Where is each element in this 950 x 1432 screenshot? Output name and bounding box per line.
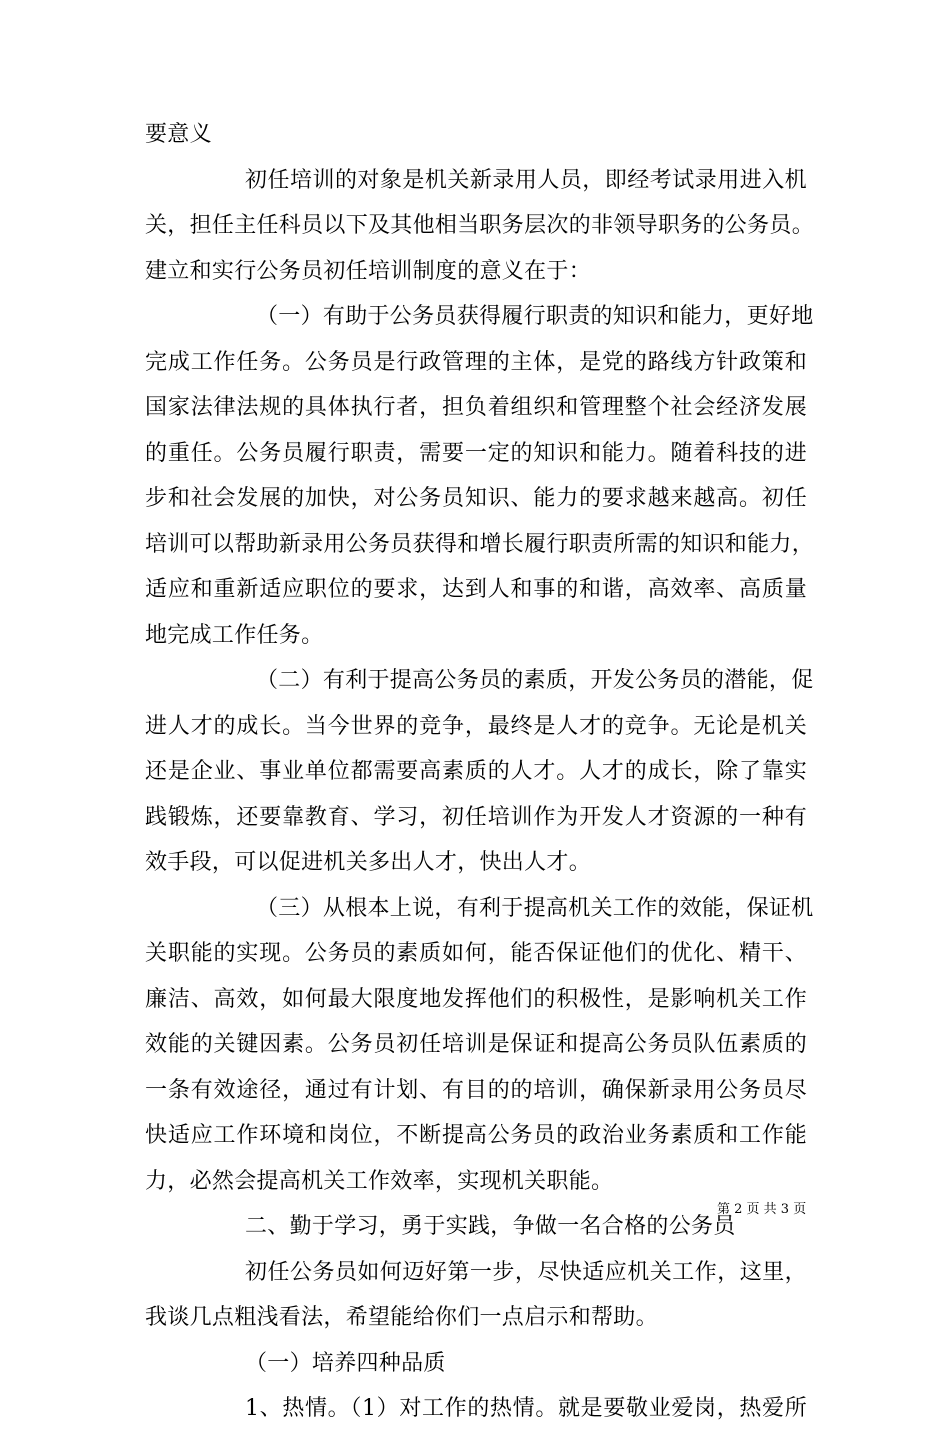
text-line: 快适应工作环境和岗位，不断提高公务员的政治业务素质和工作能 [145,1123,807,1148]
text-line: 还是企业、事业单位都需要高素质的人才。人才的成长，除了靠实 [145,759,807,784]
text-line: （二）有利于提高公务员的素质，开发公务员的潜能，促 [256,668,814,693]
text-line: 国家法律法规的具体执行者，担负着组织和管理整个社会经济发展 [145,395,807,420]
text-line: 二、勤于学习，勇于实践，争做一名合格的公务员 [245,1214,736,1239]
text-line: 关职能的实现。公务员的素质如何，能否保证他们的优化、精干、 [145,941,807,966]
text-line: （一）培养四种品质 [245,1350,446,1376]
text-line: 初任公务员如何迈好第一步，尽快适应机关工作，这里， [245,1259,807,1285]
text-line: 力，必然会提高机关工作效率，实现机关职能。 [145,1168,614,1194]
text-line: 践锻炼，还要靠教育、学习，初任培训作为开发人才资源的一种有 [145,804,807,830]
text-line: 的重任。公务员履行职责，需要一定的知识和能力。随着科技的进 [145,440,807,466]
text-line: 地完成工作任务。 [145,622,324,648]
text-line: （一）有助于公务员获得履行职责的知识和能力，更好地 [256,304,814,329]
text-line: 效能的关键因素。公务员初任培训是保证和提高公务员队伍素质的 [145,1032,807,1057]
text-line: 要意义 [145,122,212,147]
text-line: 廉洁、高效，如何最大限度地发挥他们的积极性，是影响机关工作 [145,986,807,1012]
text-line: 培训可以帮助新录用公务员获得和增长履行职责所需的知识和能力， [145,531,815,557]
text-line: 建立和实行公务员初任培训制度的意义在于： [145,258,592,284]
body-text [145,112,815,1432]
text-line: 1、热情。（1）对工作的热情。就是要敬业爱岗，热爱所 [245,1396,807,1421]
text-line: 关，担任主任科员以下及其他相当职务层次的非领导职务的公务员。 [145,213,815,238]
text-line: 我谈几点粗浅看法，希望能给你们一点启示和帮助。 [145,1305,658,1330]
text-line: 初任培训的对象是机关新录用人员，即经考试录用进入机 [245,167,807,193]
page-number-footer: 第 2 页 共 3 页 [717,1202,807,1217]
text-line: （三）从根本上说，有利于提高机关工作的效能，保证机 [256,895,814,921]
text-line: 完成工作任务。公务员是行政管理的主体，是党的路线方针政策和 [145,349,807,375]
text-line: 适应和重新适应职位的要求，达到人和事的和谐，高效率、高质量 [145,577,807,602]
text-line: 步和社会发展的加快，对公务员知识、能力的要求越来越高。初任 [145,486,807,511]
text-line: 进人才的成长。当今世界的竞争，最终是人才的竞争。无论是机关 [145,713,807,739]
text-line: 一条有效途径，通过有计划、有目的的培训，确保新录用公务员尽 [145,1077,807,1103]
text-line: 效手段，可以促进机关多出人才，快出人才。 [145,850,592,875]
